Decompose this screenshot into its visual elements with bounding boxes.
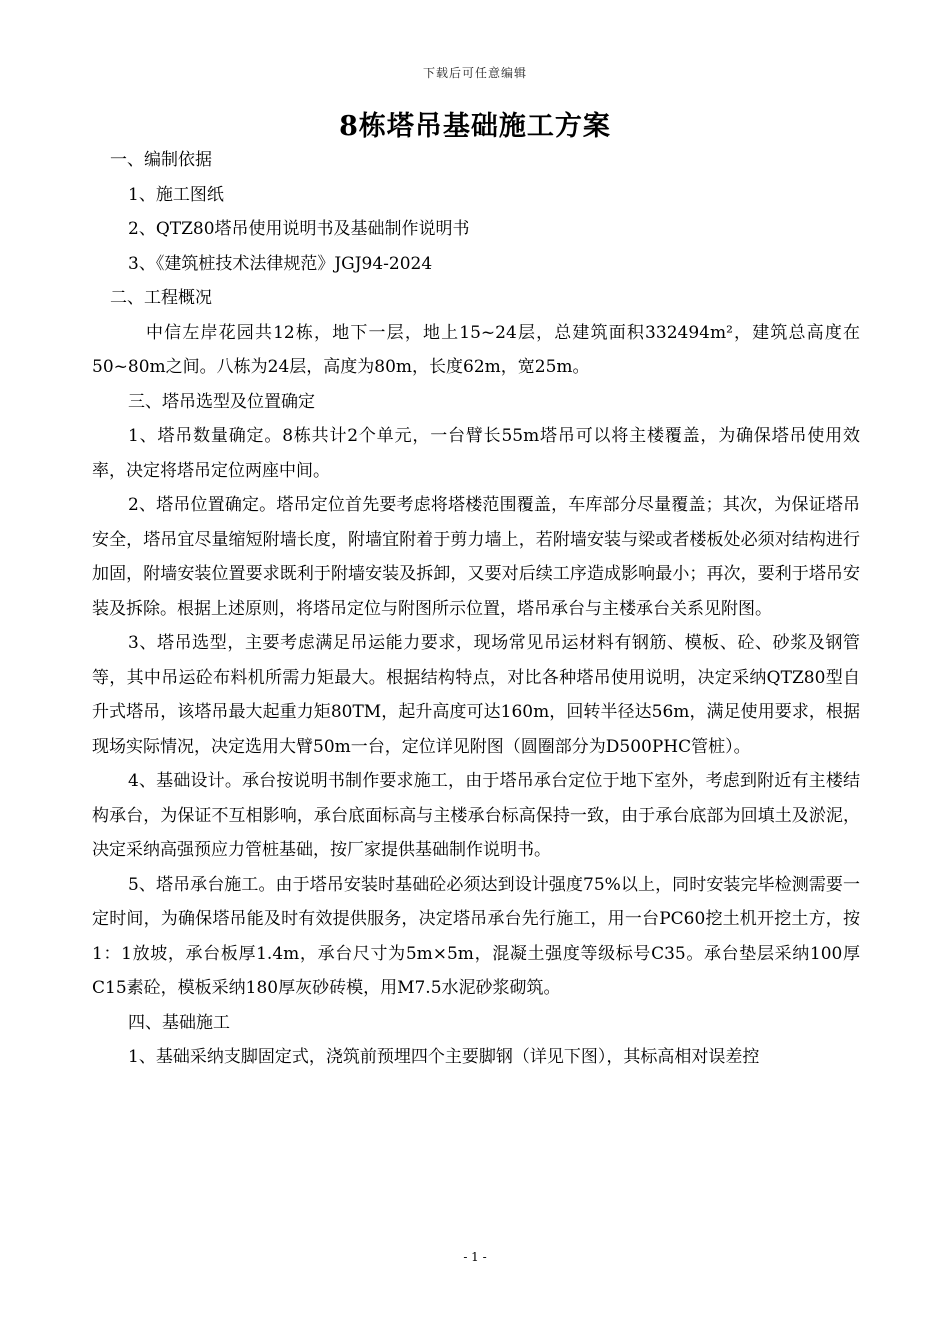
basis-item-manual: 2、QTZ80塔吊使用说明书及基础制作说明书 [128, 219, 470, 239]
selection-paragraph-cap-construction: 5、塔吊承台施工。由于塔吊安装时基础砼必须达到设计强度75%以上，同时安装完毕检测需要一定时间，为确保塔吊能及时有效提供服务，决定塔吊承台先行施工，用一台PC60挖土机开挖土方，按1：1放坡，承台板厚1.4m，承台尺寸为5m×5m，混凝土强度等级标号C35。承台垫层采纳100厚C15素砼，模板采纳180厚灰砂砖模，用M7.5水泥砂浆砌筑。 [92, 874, 860, 998]
selection-paragraph-model: 3、塔吊选型，主要考虑满足吊运能力要求，现场常见吊运材料有钢筋、模板、砼、砂浆及钢管等，其中吊运砼布料机所需力矩最大。根据结构特点，对比各种塔吊使用说明，决定采纳QTZ80型自升式塔吊，该塔吊最大起重力矩80TM，起升高度可达160m，回转半径达56m，满足使用要求，根据现场实际情况，决定选用大臂50m一台，定位详见附图（圆圈部分为D500PHC管桩）。 [92, 633, 860, 757]
section-heading-selection: 三、塔吊选型及位置确定 [128, 391, 315, 412]
selection-paragraph-foundation-design: 4、基础设计。承台按说明书制作要求施工，由于塔吊承台定位于地下室外，考虑到附近有主楼结构承台，为保证不互相影响，承台底面标高与主楼承台标高保持一致，由于承台底部为回填土及淤泥，决定采纳高强预应力管桩基础，按厂家提供基础制作说明书。 [92, 771, 860, 860]
basis-item-drawings: 1、施工图纸 [128, 184, 224, 205]
header-note: 下载后可任意编辑 [422, 66, 527, 80]
section-heading-basis: 一、编制依据 [110, 150, 212, 170]
page-number: - 1 - [463, 1250, 487, 1264]
selection-paragraph-position: 2、塔吊位置确定。塔吊定位首先要考虑将塔楼范围覆盖，车库部分尽量覆盖；其次，为保证塔吊安全，塔吊宜尽量缩短附墙长度，附墙宜附着于剪力墙上，若附墙安装与梁或者楼板处必须对结构进行加固，附墙安装位置要求既利于附墙安装及拆卸，又要对后续工序造成影响最小；再次，要利于塔吊安装及拆除。根据上述原则，将塔吊定位与附图所示位置，塔吊承台与主楼承台关系见附图。 [92, 495, 860, 619]
foundation-paragraph-1: 1、基础采纳支脚固定式，浇筑前预埋四个主要脚钢（详见下图），其标高相对误差控 [128, 1047, 760, 1067]
section-heading-foundation: 四、基础施工 [128, 1012, 230, 1033]
basis-item-code: 3、《建筑桩技术法律规范》JGJ94-2024 [128, 253, 433, 274]
document-title: 8栋塔吊基础施工方案 [339, 111, 611, 142]
overview-paragraph: 中信左岸花园共12栋，地下一层，地上15~24层，总建筑面积332494m²，建筑总高度在50~80m之间。八栋为24层，高度为80m，长度62m，宽25m。 [92, 322, 860, 377]
document-body [92, 143, 860, 1075]
section-heading-overview: 二、工程概况 [110, 288, 212, 308]
selection-paragraph-quantity: 1、塔吊数量确定。8栋共计2个单元，一台臂长55m塔吊可以将主楼覆盖，为确保塔吊使用效率，决定将塔吊定位两座中间。 [92, 426, 860, 481]
